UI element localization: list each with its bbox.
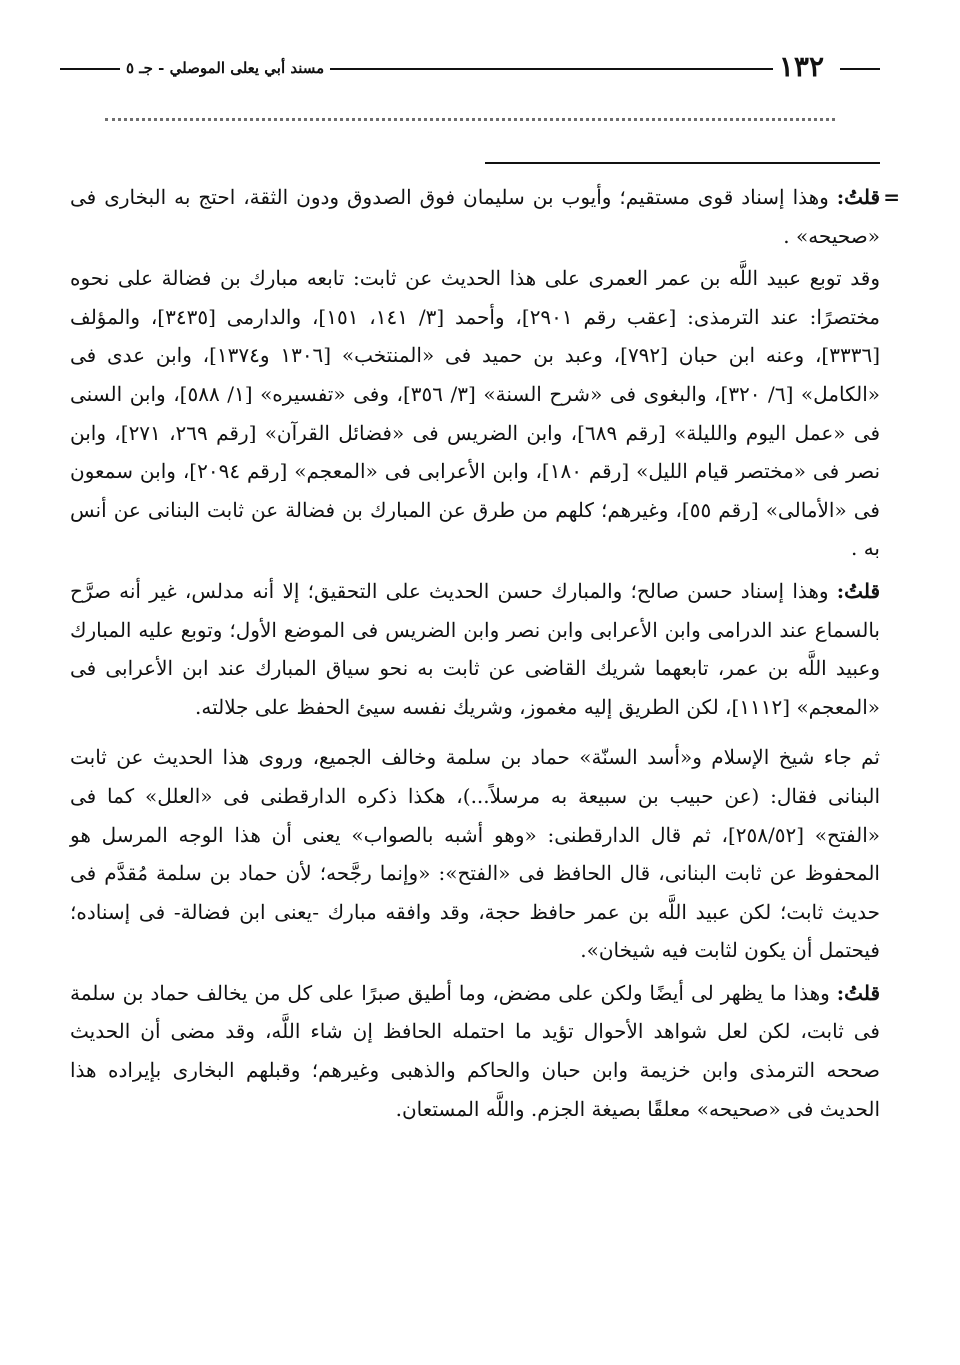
paragraph-1 — [70, 178, 900, 255]
footnote-rule — [485, 162, 880, 164]
header-rule-right — [840, 68, 880, 70]
continuation-mark: = — [883, 185, 900, 209]
paragraph-body: وقد توبع عبيد اللَّه بن عمر العمرى على هذا الحديث عن ثابت: تابعه مبارك بن فضالة على نحوه مختصرًا: عند الترمذى: [عقب رقم ٢٩٠١]، وأحمد [٣/ ١٤١، ١٥١]، والدارمى [٣٤٣٥]، والمؤلف [٣٣٣٦]، وعنه ابن حبان [٧٩٢]، وعبد بن حميد فى «المنتخب» [١٣٠٦ و١٣٧٤]، وابن عدى فى «الكامل» [٦/ ٣٢٠]، والبغوى فى «شرح السنة» [٣/ ٣٥٦]، وفى «تفسيره» [١/ ٥٨٨]، وابن السنى فى «عمل اليوم والليلة» [رقم ٦٨٩]، وابن الضريس فى «فضائل القرآن» [رقم ٢٦٩، ٢٧١]، وابن نصر فى «مختصر قيام الليل» [رقم ١٨٠]، وابن الأعرابى فى «المعجم» [رقم ٢٠٩٤]، وابن سمعون فى «الأمالى» [رقم ٥٥]، وغيرهم؛ كلهم من طرق عن المبارك بن فضالة عن ثابت البنانى عن أنس به . — [70, 266, 881, 561]
running-title: مسند أبي يعلى الموصلي - جـ ٥ — [120, 54, 330, 82]
header-rule-middle — [310, 68, 790, 70]
paragraph-body: ثم جاء شيخ الإسلام و«أسد السنّة» حماد بن سلمة وخالف الجميع، وروى هذا الحديث عن ثابت البنانى فقال: (عن حبيب بن سبيعة به مرسلاً...)، هكذا ذكره الدارقطنى فى «العلل» كما فى «الفتح» [٢٥٨/٥٢]، ثم قال الدارقطنى: «وهو أشبه بالصواب» يعنى أن هذا الوجه المرسل هو المحفوظ عن ثابت البنانى، قال الحافظ فى «الفتح»: «وإنما رجَّحه؛ لأن حماد بن سلمة مُقدَّم فى حديث ثابت؛ لكن عبيد اللَّه بن عمر حافظ حجة، وقد وافقه مبارك -يعنى ابن فضالة- فى إسناده؛ فيحتمل أن يكون لثابت فيه شيخان». — [70, 745, 880, 963]
paragraph-body: وهذا إسناد حسن صالح؛ والمبارك حسن الحديث على التحقيق؛ إلا أنه مدلس، غير أنه صرَّح بالسماع عند الدرامى وابن الأعرابى وابن نصر وابن الضريس فى الموضع الأول؛ وتوبع عليه المبارك وعبيد اللَّه بن عمر، تابعهما شريك القاضى عن ثابت به نحو سياق المبارك عند ابن الأعرابى فى «المعجم» [١١١٢]، لكن الطريق إليه مغموز، وشريك نفسه سيئ الحفظ على جلالته. — [70, 578, 880, 719]
paragraph-2 — [70, 259, 880, 568]
paragraph-4 — [70, 738, 880, 970]
dotted-separator — [105, 118, 835, 135]
paragraph-3 — [70, 572, 880, 726]
page-header — [60, 48, 880, 88]
footnote-text — [70, 178, 900, 1128]
paragraph-5 — [70, 974, 880, 1128]
page-number: ١٣٢ — [773, 48, 830, 86]
paragraph-body: وهذا ما يظهر لى أيضًا ولكن على مضض، وما أطيق صبرًا على كل من يخالف حماد بن سلمة فى ثابت، لكن لعل شواهد الأحوال تؤيد ما احتمله الحافظ إن شاء اللَّه، وقد مضى أن الحديث صححه الترمذى وابن خزيمة وابن حبان والحاكم والذهبى وغيرهم؛ وقبلهم البخارى بإيراده هذا الحديث فى «صحيحه» معلقًا بصيغة الجزم. واللَّه المستعان. — [70, 980, 880, 1121]
paragraph-label: قلتُ: — [836, 578, 880, 603]
paragraph-label: قلتُ: — [836, 185, 880, 209]
paragraph-label: قلتُ: — [836, 980, 880, 1005]
paragraph-body: وهذا إسناد قوى مستقيم؛ وأيوب بن سليمان فوق الصدوق ودون الثقة، احتج به البخارى فى «صحيحه» . — [70, 185, 880, 248]
